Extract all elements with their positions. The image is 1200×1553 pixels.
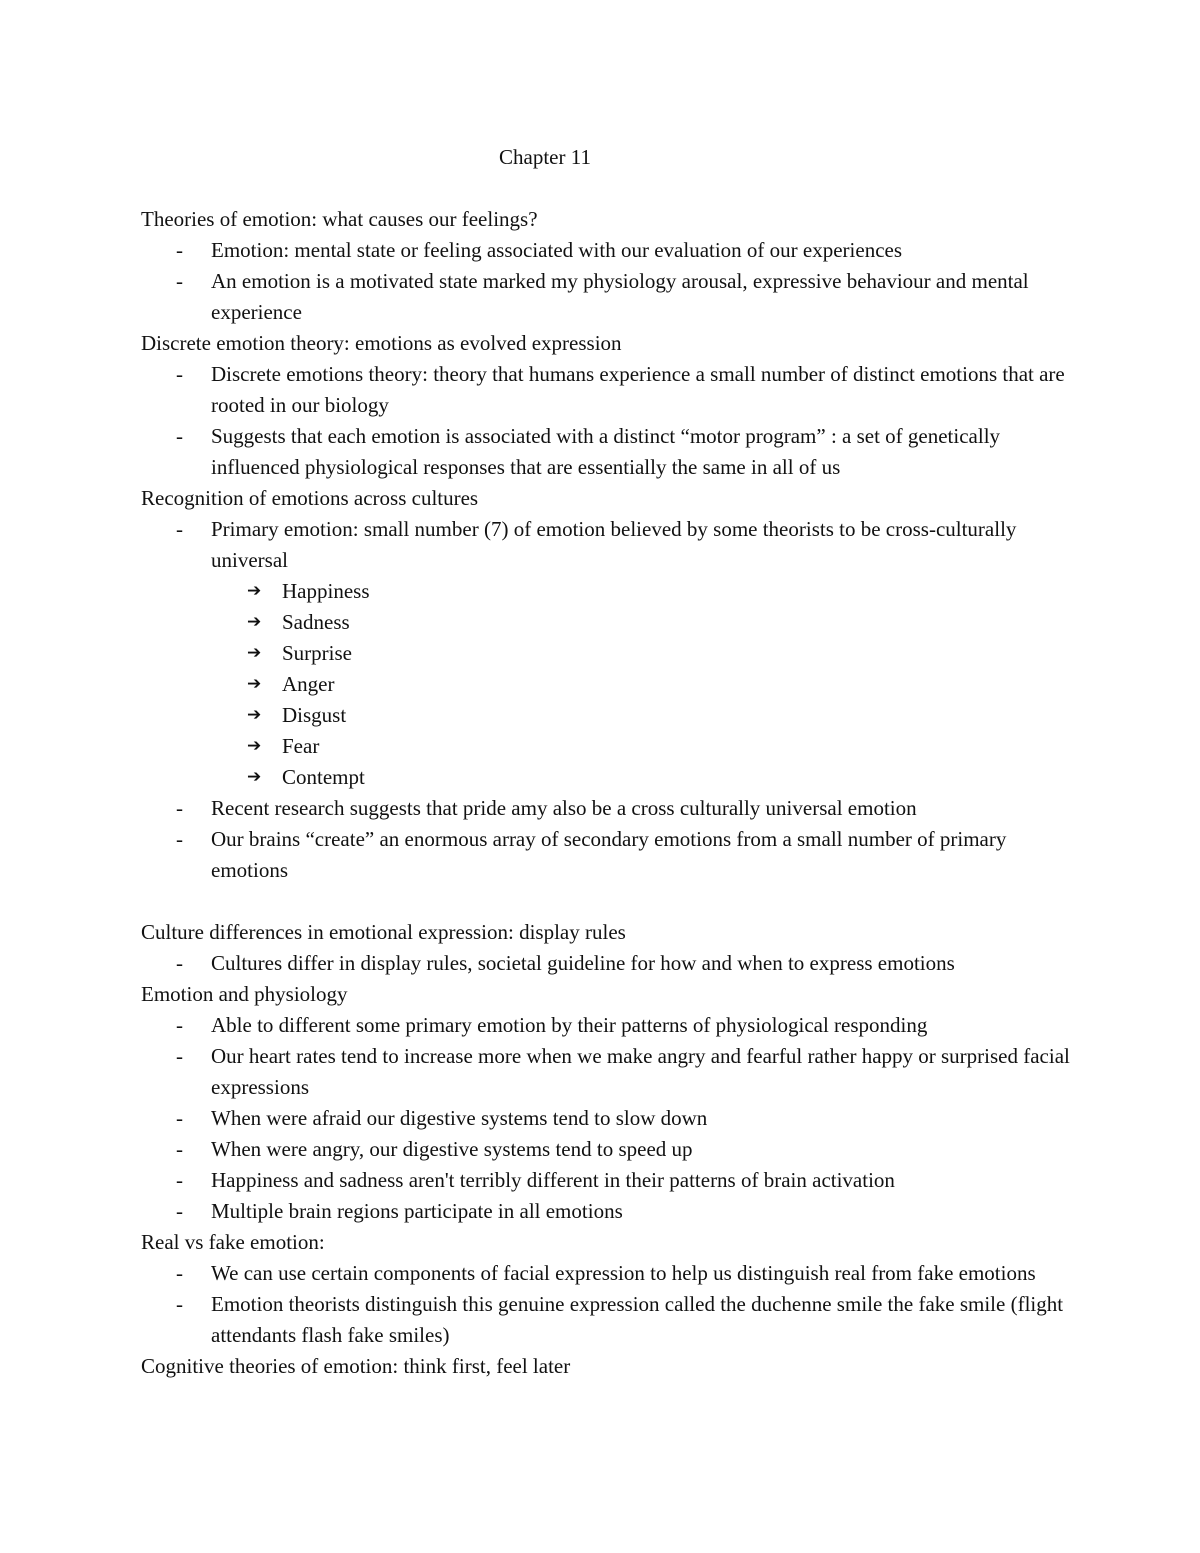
dash-marker: -: [176, 517, 183, 541]
arrow-list-item: [141, 669, 1081, 700]
bullet-list: [141, 1258, 1081, 1351]
list-item: [141, 948, 1081, 979]
bullet-list: [141, 1010, 1081, 1227]
bullet-list: [141, 948, 1081, 979]
list-item-text: Contempt: [282, 765, 365, 789]
blank-line: [141, 886, 1081, 917]
list-item-text: Disgust: [282, 703, 347, 727]
section-heading: Recognition of emotions across cultures: [141, 486, 479, 510]
list-item-text: When were angry, our digestive systems tend to speed up: [211, 1137, 693, 1161]
dash-marker: -: [176, 424, 183, 448]
notes-body: [141, 204, 1081, 1382]
list-item: [141, 824, 1081, 886]
section-heading: Real vs fake emotion:: [141, 1230, 325, 1254]
list-item-text: Discrete emotions theory: theory that humans experience a small number of distinct emotions that are rooted in our biology: [211, 362, 1065, 417]
arrow-list-item: [141, 731, 1081, 762]
arrow-list: [141, 576, 1081, 793]
dash-marker: -: [176, 362, 183, 386]
list-item: [141, 359, 1081, 421]
dash-marker: -: [176, 1137, 183, 1161]
dash-marker: -: [176, 1106, 183, 1130]
arrow-list-item: [141, 607, 1081, 638]
dash-marker: -: [176, 1292, 183, 1316]
arrow-icon: ➔: [247, 736, 262, 756]
section-heading: Emotion and physiology: [141, 982, 348, 1006]
list-item-text: Our heart rates tend to increase more when we make angry and fearful rather happy or surprised facial expressions: [211, 1044, 1070, 1099]
arrow-icon: ➔: [247, 643, 262, 663]
dash-marker: -: [176, 238, 183, 262]
list-item-text: Fear: [282, 734, 320, 758]
arrow-list-item: [141, 638, 1081, 669]
list-item-text: Sadness: [282, 610, 350, 634]
list-item-text: Primary emotion: small number (7) of emotion believed by some theorists to be cross-culturally universal: [211, 517, 1017, 572]
list-item: [141, 1289, 1081, 1351]
list-item-text: Recent research suggests that pride amy also be a cross culturally universal emotion: [211, 796, 917, 820]
bullet-list: [141, 359, 1081, 483]
arrow-icon: ➔: [247, 705, 262, 725]
dash-marker: -: [176, 1044, 183, 1068]
list-item-text: Multiple brain regions participate in all emotions: [211, 1199, 623, 1223]
dash-marker: -: [176, 951, 183, 975]
list-item: [141, 1134, 1081, 1165]
list-item-text: Emotion theorists distinguish this genuine expression called the duchenne smile the fake smile (flight attendants flash fake smiles): [211, 1292, 1064, 1347]
list-item-text: When were afraid our digestive systems tend to slow down: [211, 1106, 708, 1130]
bullet-list: [141, 514, 1081, 576]
arrow-icon: ➔: [247, 581, 262, 601]
list-item: [141, 421, 1081, 483]
bullet-list: [141, 235, 1081, 328]
arrow-icon: ➔: [247, 674, 262, 694]
list-item-text: Suggests that each emotion is associated with a distinct “motor program” : a set of genetically influenced physiological responses that are essentially the same in all of us: [211, 424, 1001, 479]
section-heading: Cognitive theories of emotion: think first, feel later: [141, 1354, 571, 1378]
arrow-list-item: [141, 700, 1081, 731]
page-title: Chapter 11: [499, 145, 591, 169]
list-item-text: We can use certain components of facial expression to help us distinguish real from fake emotions: [211, 1261, 1036, 1285]
list-item: [141, 266, 1081, 328]
dash-marker: -: [176, 827, 183, 851]
arrow-icon: ➔: [247, 767, 262, 787]
list-item-text: An emotion is a motivated state marked my physiology arousal, expressive behaviour and mental experience: [211, 269, 1029, 324]
bullet-list: [141, 793, 1081, 886]
arrow-icon: ➔: [247, 612, 262, 632]
dash-marker: -: [176, 1199, 183, 1223]
dash-marker: -: [176, 1168, 183, 1192]
list-item: [141, 514, 1081, 576]
list-item-text: Able to different some primary emotion by their patterns of physiological responding: [211, 1013, 928, 1037]
list-item-text: Emotion: mental state or feeling associated with our evaluation of our experiences: [211, 238, 903, 262]
section-heading: Theories of emotion: what causes our feelings?: [141, 207, 538, 231]
list-item-text: Happiness and sadness aren't terribly different in their patterns of brain activation: [211, 1168, 895, 1192]
list-item-text: Anger: [282, 672, 335, 696]
arrow-list-item: [141, 762, 1081, 793]
list-item-text: Cultures differ in display rules, societal guideline for how and when to express emotions: [211, 951, 955, 975]
list-item: [141, 235, 1081, 266]
list-item-text: Happiness: [282, 579, 370, 603]
list-item: [141, 1165, 1081, 1196]
list-item-text: Our brains “create” an enormous array of secondary emotions from a small number of primary emotions: [211, 827, 1007, 882]
dash-marker: -: [176, 1261, 183, 1285]
list-item: [141, 1041, 1081, 1103]
list-item: [141, 793, 1081, 824]
section-heading: Culture differences in emotional expression: display rules: [141, 920, 626, 944]
section-heading: Discrete emotion theory: emotions as evolved expression: [141, 331, 622, 355]
list-item: [141, 1103, 1081, 1134]
list-item-text: Surprise: [282, 641, 352, 665]
dash-marker: -: [176, 1013, 183, 1037]
list-item: [141, 1258, 1081, 1289]
list-item: [141, 1010, 1081, 1041]
list-item: [141, 1196, 1081, 1227]
dash-marker: -: [176, 796, 183, 820]
arrow-list-item: [141, 576, 1081, 607]
dash-marker: -: [176, 269, 183, 293]
